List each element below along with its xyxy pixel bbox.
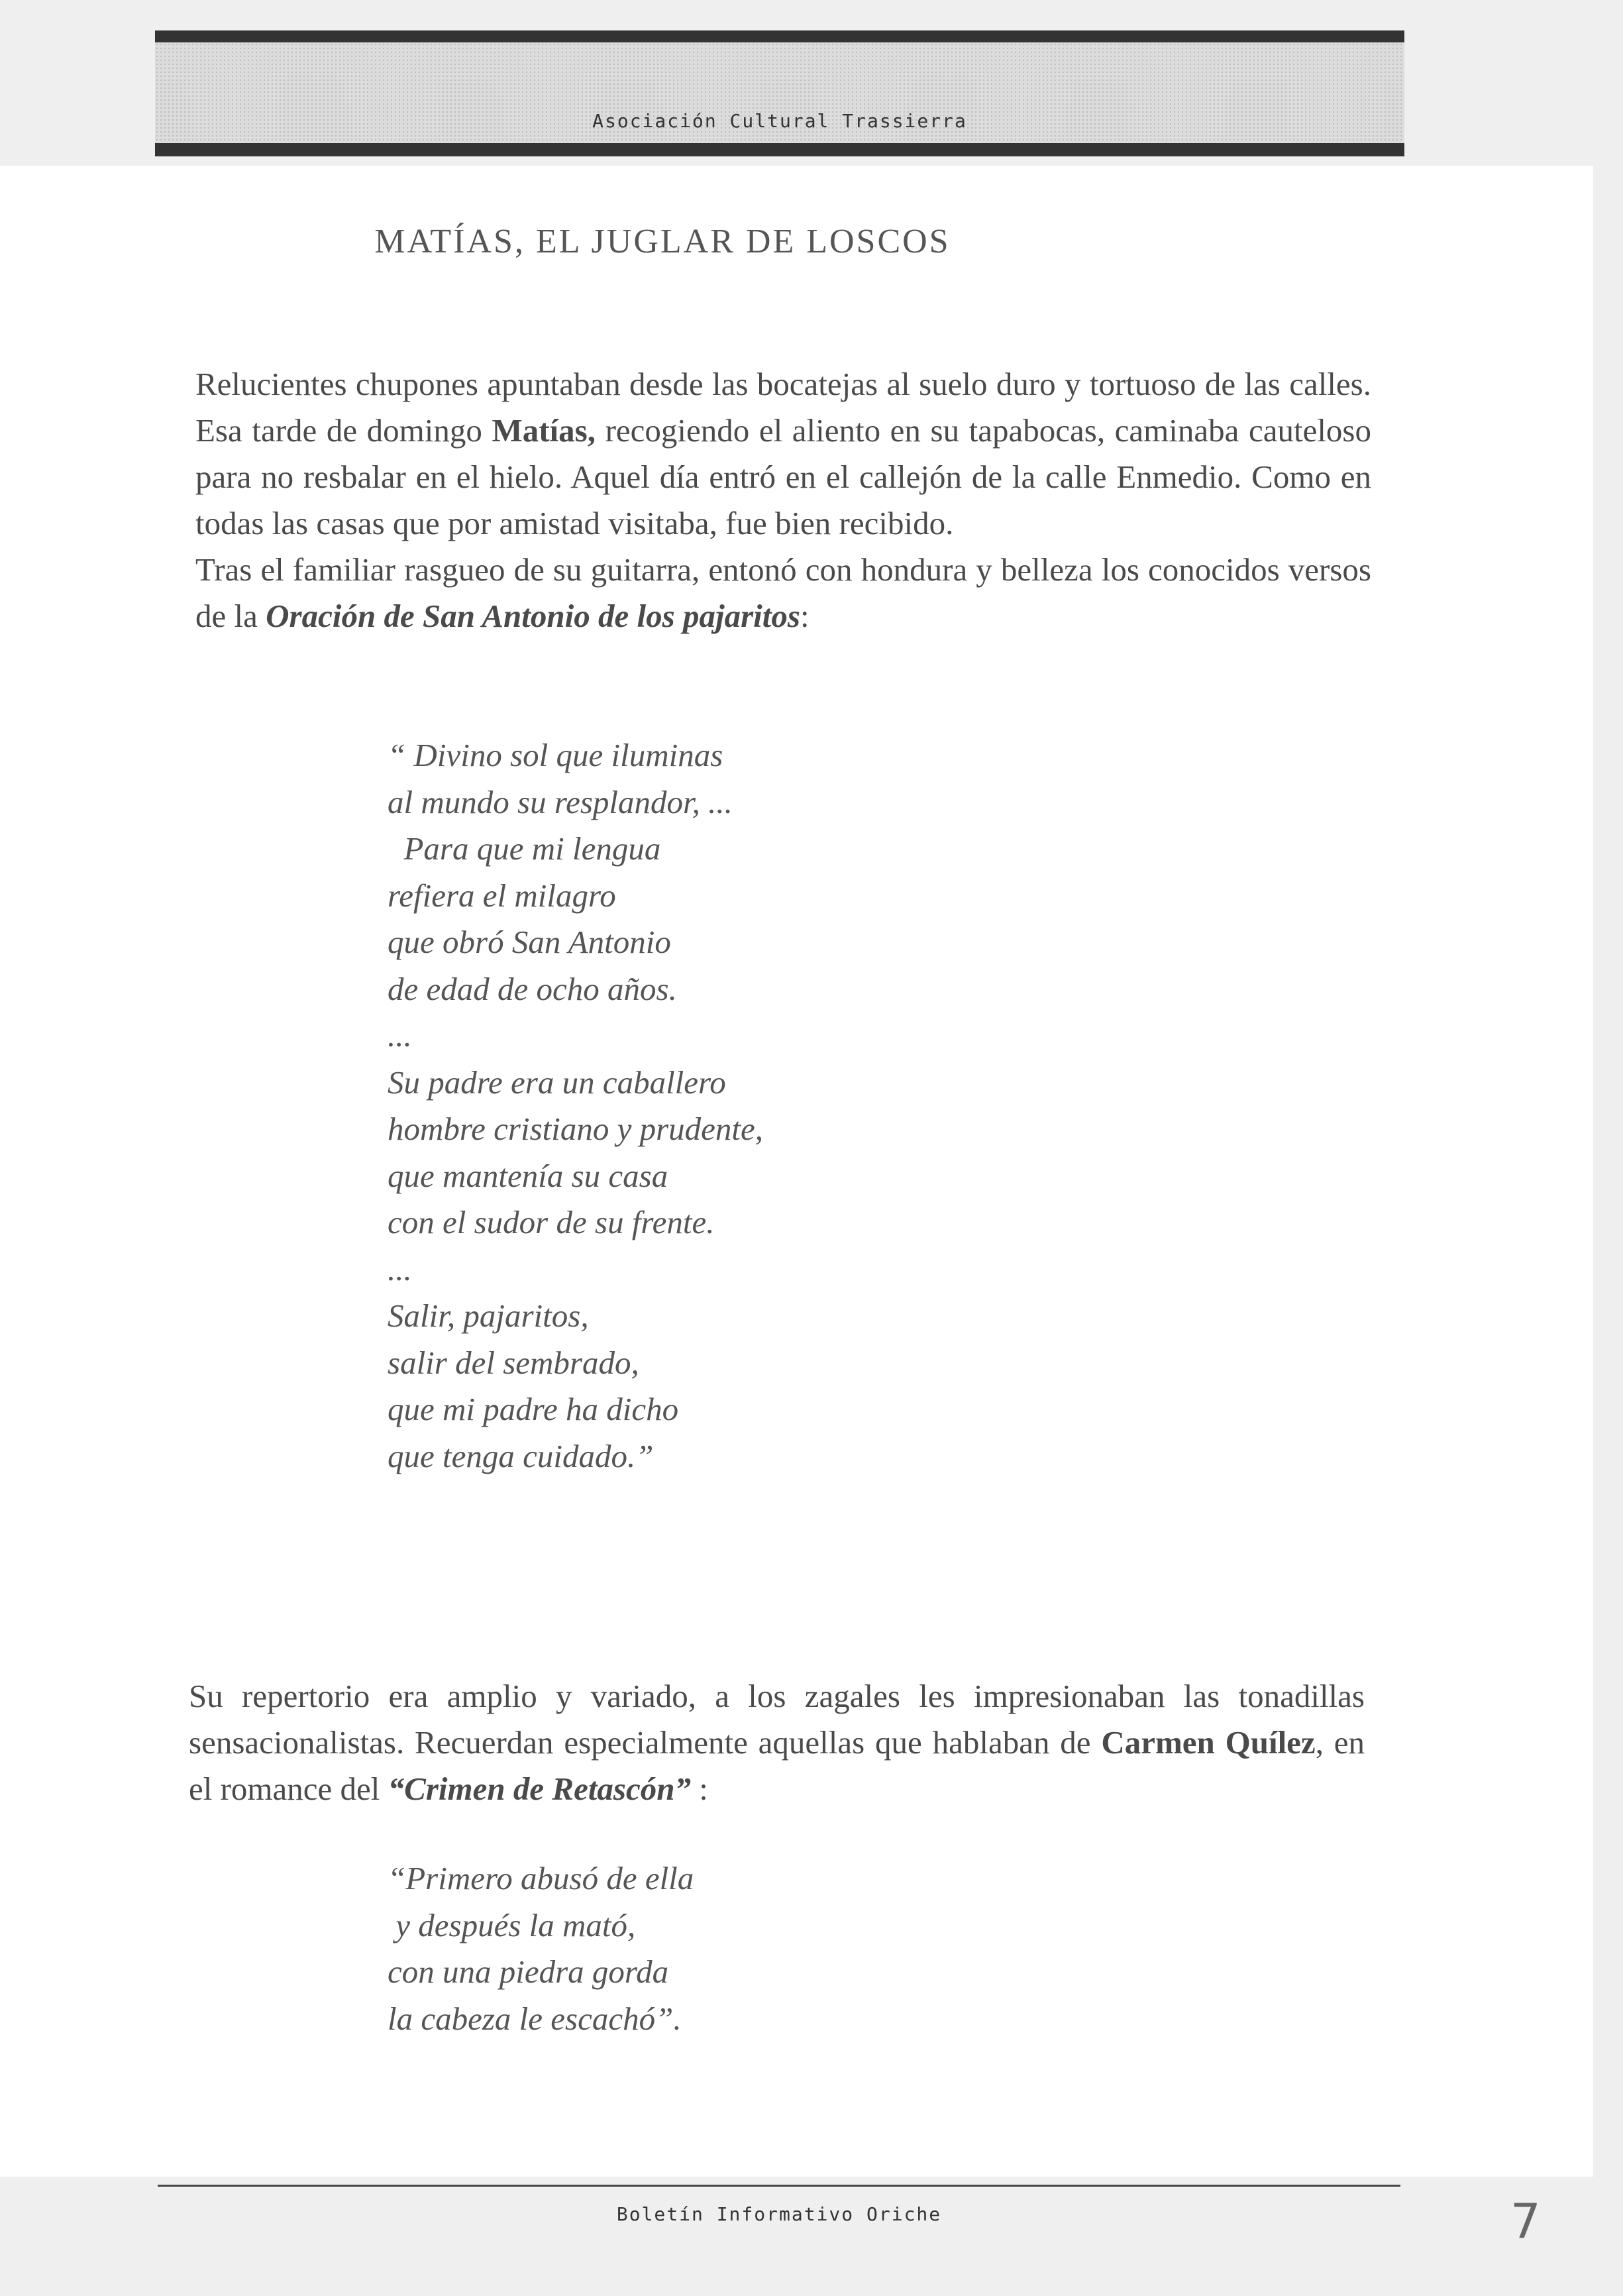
header-band: [155, 30, 1404, 156]
paragraph-intro: [195, 361, 1371, 639]
verse-romance: [388, 1855, 694, 2042]
footer-text: Boletín Informativo Oriche: [616, 2203, 942, 2225]
verse-line: Salir, pajaritos,: [388, 1297, 589, 1334]
footer-rule: [158, 2185, 1400, 2187]
verse-line: al mundo su resplandor, ...: [388, 783, 733, 820]
verse-line: salir del sembrado,: [388, 1344, 639, 1381]
paragraph-repertoire-text: [189, 1673, 1365, 1812]
verse-line: ...: [388, 1250, 412, 1287]
verse-line: refiera el milagro: [388, 877, 616, 914]
verse-line: ...: [388, 1017, 412, 1054]
article-title: MATÍAS, EL JUGLAR DE LOSCOS: [374, 223, 951, 260]
page-number: 7: [1510, 2193, 1541, 2249]
verse-line: hombre cristiano y prudente,: [388, 1111, 764, 1147]
text-span: , en el romance del: [189, 1724, 1365, 1807]
text-span: Su repertorio era amplio y variado, a los zagales les impresionaban las tonadillas sensacionalistas. Recuerdan especialmente aquellas que hablaban de: [189, 1678, 1365, 1761]
verse-line: Su padre era un caballero: [388, 1064, 726, 1101]
text-span: Tras el familiar rasgueo de su guitarra, entonó con hondura y belleza los conocidos versos de la: [195, 551, 1371, 634]
work-title-oracion: Oración de San Antonio de los pajaritos: [266, 598, 800, 634]
verse-line: de edad de ocho años.: [388, 970, 677, 1007]
verse-line: la cabeza le escachó”.: [388, 2000, 682, 2037]
verse-line: Para que mi lengua: [388, 830, 661, 867]
paragraph-intro-text: [195, 361, 1371, 547]
work-title-crimen: “Crimen de Retascón”: [388, 1771, 691, 1807]
text-span: recogiendo el aliento en su tapabocas, caminaba cauteloso para no resbalar en el hielo. Aquel día entró en el callejón de la calle Enmedio. Como en todas las casas que por amistad visitaba, fue bien recibido.: [195, 412, 1372, 541]
header-rule-top: [155, 30, 1404, 42]
name-matias: Matías,: [492, 412, 596, 449]
verse-line: que tenga cuidado.”: [388, 1437, 654, 1474]
text-span: :: [691, 1771, 708, 1807]
verse-line: “Primero abusó de ella: [388, 1860, 694, 1896]
paragraph-intro-text-2: [195, 547, 1371, 639]
verse-line: “ Divino sol que iluminas: [388, 737, 723, 773]
text-span: Relucientes chupones apuntaban desde las bocatejas al suelo duro y tortuoso de las calles. Esa tarde de domingo: [195, 366, 1371, 449]
verse-oracion: [388, 732, 763, 1480]
verse-line: que mantenía su casa: [388, 1157, 668, 1194]
verse-line: que obró San Antonio: [388, 924, 671, 960]
verse-line: con una piedra gorda: [388, 1953, 669, 1990]
name-carmen-quilez: Carmen Quílez: [1101, 1724, 1316, 1761]
verse-line: con el sudor de su frente.: [388, 1204, 715, 1240]
text-span: :: [800, 598, 810, 634]
verse-line: y después la mató,: [388, 1906, 636, 1943]
paragraph-repertoire: [189, 1673, 1365, 1812]
verse-line: que mi padre ha dicho: [388, 1391, 679, 1427]
header-rule-bottom: [155, 143, 1404, 156]
header-text: Asociación Cultural Trassierra: [592, 110, 967, 132]
